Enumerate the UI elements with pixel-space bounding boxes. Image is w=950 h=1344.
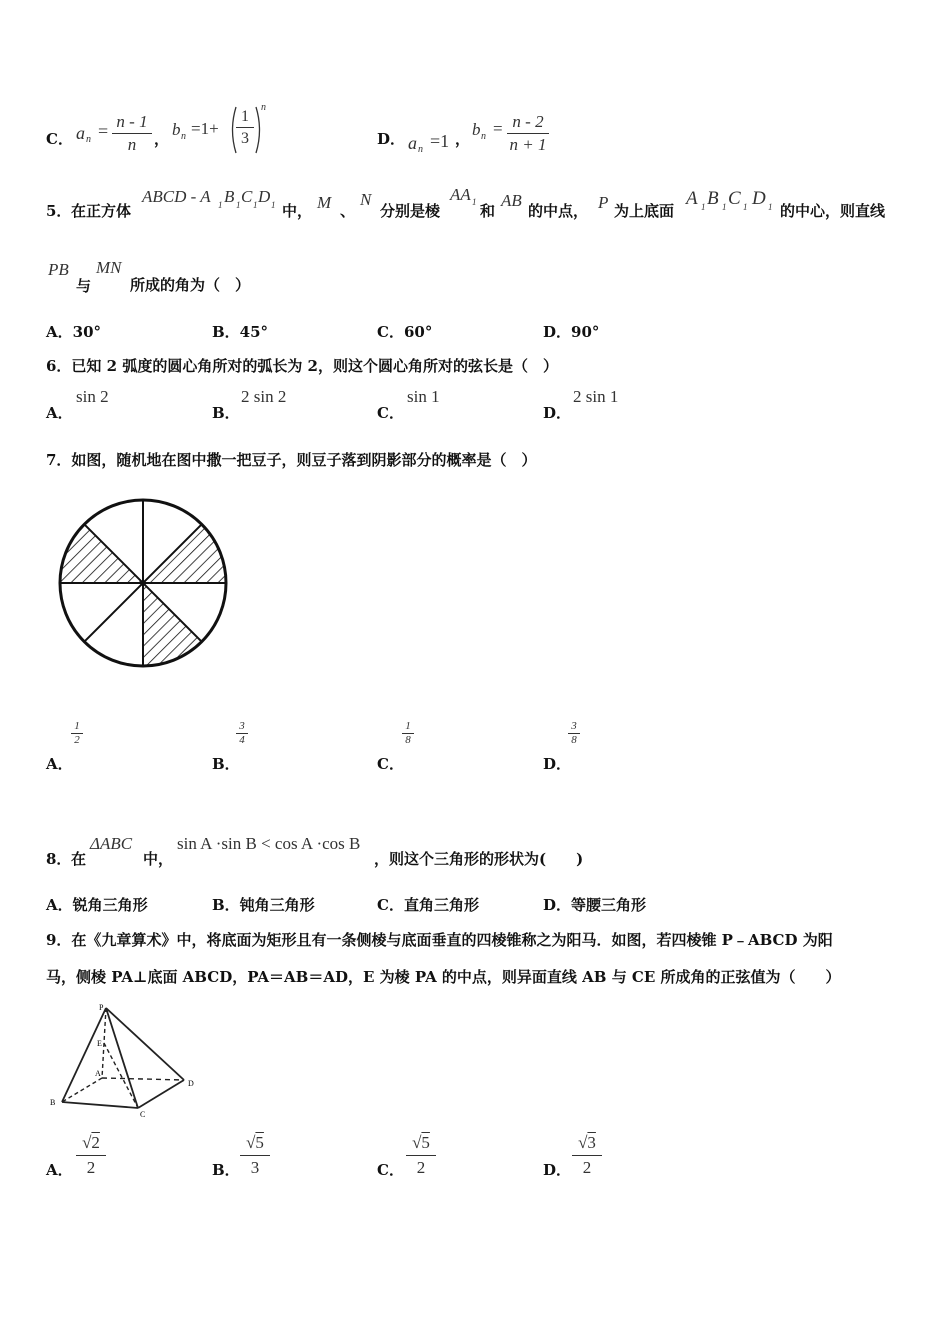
q4-option-c-a: a [76,123,85,143]
q5-edge-aa-sub: 1 [472,197,477,207]
q6-option-d-value: 2 sin 1 [573,387,619,406]
q7-option-a-fraction [71,720,83,747]
q4-option-c-inner-numerator: 1 [236,106,254,128]
q9-option-a-fraction [76,1131,106,1180]
q7-option-b-denominator: 4 [239,734,245,746]
q5-top-sub-d: 1 [768,202,773,212]
q9-edge-bc [62,1102,138,1108]
q9-edge-cd [138,1080,184,1108]
q4-option-c-numerator: n - 1 [112,111,152,134]
q5-cube-c: C [241,187,253,206]
q6-option-b-value: 2 sin 2 [241,387,287,406]
q5-text-5: 的中点， [528,202,589,220]
q5-line-mn: MN [96,258,122,277]
q5-top-a: A [686,188,698,209]
q5-cube-d: D [258,187,271,206]
q9-option-d-radicand: 3 [587,1133,596,1152]
q7-option-a-label: A． [46,755,73,773]
q6-option-c-value: sin 1 [407,387,440,406]
q5-text-2: 中， [282,202,313,220]
q5-text-4: 和 [480,202,496,220]
q7-option-c-label: C． [377,755,404,773]
q9-label-c: C [140,1110,146,1119]
q7-option-c-denominator: 8 [405,734,411,746]
q8-option-d: D．等腰三角形 [543,896,647,914]
q5-point-p: P [598,193,609,212]
q4-option-d-b-sub: n [481,131,486,142]
q5-cube-name: ABCD - A [142,187,211,206]
q7-option-d-numerator: 3 [568,720,580,734]
q4-option-c-b-sub: n [181,131,186,142]
q9-pyramid-figure [44,1000,204,1120]
q4-option-c-comma: ， [154,130,170,148]
q5-text-7: 的中心，则直线 [780,202,886,220]
q7-option-b-label: B． [212,755,240,773]
q8-option-a: A．锐角三角形 [46,896,148,914]
q6-option-d-label: D． [543,404,572,422]
q9-label-a: A [95,1069,101,1078]
q7-shaded-sector-lower [143,583,202,666]
q4-option-d-label: D． [377,130,406,148]
q6-option-a-label: A． [46,404,73,422]
q4-option-d-comma: ， [455,130,471,148]
q9-line-1: 9．在《九章算术》中，将底面为矩形且有一条侧棱与底面垂直的四棱锥称之为阳马．如图，若四棱锥 P﹣ABCD 为阳 [46,931,833,949]
q5-line-pb: PB [48,260,69,279]
q7-option-d-fraction [568,720,580,747]
q9-option-c-radicand: 5 [421,1133,430,1152]
q4-option-c-eq: = [98,121,109,141]
q9-label-d: D [188,1079,194,1088]
q5-option-d: D．90° [543,323,600,341]
q7-option-d-label: D． [543,755,572,773]
q5-top-c: C [728,188,741,209]
q7-option-c-numerator: 1 [402,720,414,734]
q8-option-b: B．钝角三角形 [212,896,315,914]
q5-edge-aa: AA [450,185,471,204]
q7-option-b-fraction [236,720,248,747]
q7-circle-figure [50,490,240,680]
q5-point-m: M [317,193,332,212]
q7-option-d-denominator: 8 [571,734,577,746]
q7-option-a-denominator: 2 [74,734,80,746]
q4-option-c-fraction [112,111,152,156]
q4-option-d-fraction [507,111,549,156]
q4-option-d-numerator: n - 2 [507,111,549,134]
q7-option-a-numerator: 1 [71,720,83,734]
q8-inequality: sin A ·sin B < cos A ·cos B [177,834,361,853]
q9-line-2: 马，侧棱 PA⊥底面 ABCD，PA＝AB＝AD，E 为棱 PA 的中点，则异面直线 AB 与 CE 所成角的正弦值为（ ） [46,968,841,986]
q5-text-8: 与 [76,277,92,295]
q5-text-6: 为上底面 [614,202,675,220]
q5-option-a: A．30° [46,323,102,341]
q8-option-c: C．直角三角形 [377,896,479,914]
q9-option-b-radicand: 5 [255,1133,264,1152]
q5-cube-sub-b: 1 [236,200,241,210]
q9-option-c-numerator: √5 [406,1131,436,1156]
q5-number: 5． [46,202,72,220]
q5-option-c: C．60° [377,323,433,341]
q5-top-sub-c: 1 [743,202,748,212]
q9-option-c-fraction [406,1131,436,1180]
q6-text: 6．已知 2 弧度的圆心角所对的弧长为 2，则这个圆心角所对的弦长是（ ） [46,357,558,375]
q9-label-e: E [97,1039,102,1048]
q5-point-n: N [360,190,372,209]
q8-text-1: 在 [71,850,87,868]
q9-option-a-numerator: √2 [76,1131,106,1156]
q9-option-c-denominator: 2 [416,1158,426,1177]
q9-option-a-denominator: 2 [86,1158,96,1177]
q5-top-b: B [707,188,719,209]
q9-option-a-label: A． [46,1161,73,1179]
q9-option-b-denominator: 3 [250,1158,260,1177]
q4-option-d-b: b [472,120,481,139]
q7-text: 7．如图，随机地在图中撒一把豆子，则豆子落到阴影部分的概率是（ ） [46,451,537,469]
q7-shaded-sector-upper-right [143,524,226,583]
q8-number: 8． [46,850,72,868]
q9-edge-pb [62,1008,106,1102]
q6-option-c-label: C． [377,404,404,422]
q4-option-c-a-sub: n [86,134,91,145]
q4-option-d-beq: = [493,119,503,138]
q5-top-d: D [752,188,766,209]
q8-text-2: 中， [143,850,174,868]
q9-option-b-numerator: √5 [240,1131,270,1156]
q4-option-c-beq: =1+ [191,119,219,138]
q4-option-c-inner-fraction [236,106,254,149]
q5-text-3: 分别是棱 [380,202,441,220]
q7-shaded-sector-upper-left [60,524,143,583]
q9-label-b: B [50,1098,56,1107]
q5-top-sub-b: 1 [722,202,727,212]
q9-option-b-label: B． [212,1161,240,1179]
q9-edge-ad [102,1078,184,1080]
q9-option-c-label: C． [377,1161,404,1179]
q9-option-a-radicand: 2 [91,1133,100,1152]
q5-separator: 、 [340,202,356,220]
q4-option-c-b: b [172,120,181,139]
q9-option-d-denominator: 2 [582,1158,592,1177]
q5-option-b: B．45° [212,323,269,341]
q7-option-b-numerator: 3 [236,720,248,734]
q5-top-sub-a: 1 [701,202,706,212]
q5-cube-sub-a: 1 [218,200,223,210]
q6-option-b-label: B． [212,404,240,422]
q9-option-d-numerator: √3 [572,1131,602,1156]
q4-option-d-a: a [408,133,417,153]
q8-text-3: ，则这个三角形的形状为( ) [374,850,584,868]
q9-option-b-fraction [240,1131,270,1180]
q5-text-9: 所成的角为（ ） [130,276,251,294]
q4-option-d-eq: =1 [430,131,450,151]
q6-option-a-value: sin 2 [76,387,109,406]
q4-option-c-inner-denominator: 3 [241,130,249,147]
q4-option-c-denominator: n [127,135,137,154]
q9-option-d-fraction [572,1131,602,1180]
q5-cube-sub-c: 1 [253,200,258,210]
q5-cube-b: B [224,187,235,206]
q5-text-1: 在正方体 [71,202,132,220]
q9-option-d-label: D． [543,1161,572,1179]
q4-option-c-label: C． [46,130,73,148]
q9-label-p: P [99,1003,104,1012]
q5-edge-ab: AB [501,191,522,210]
q8-triangle: ΔABC [90,834,133,853]
q4-option-c-exponent: n [261,102,266,113]
q5-cube-sub-d: 1 [271,200,276,210]
q4-option-d-denominator: n + 1 [509,135,547,154]
q4-option-d-a-sub: n [418,144,423,155]
q7-option-c-fraction [402,720,414,747]
